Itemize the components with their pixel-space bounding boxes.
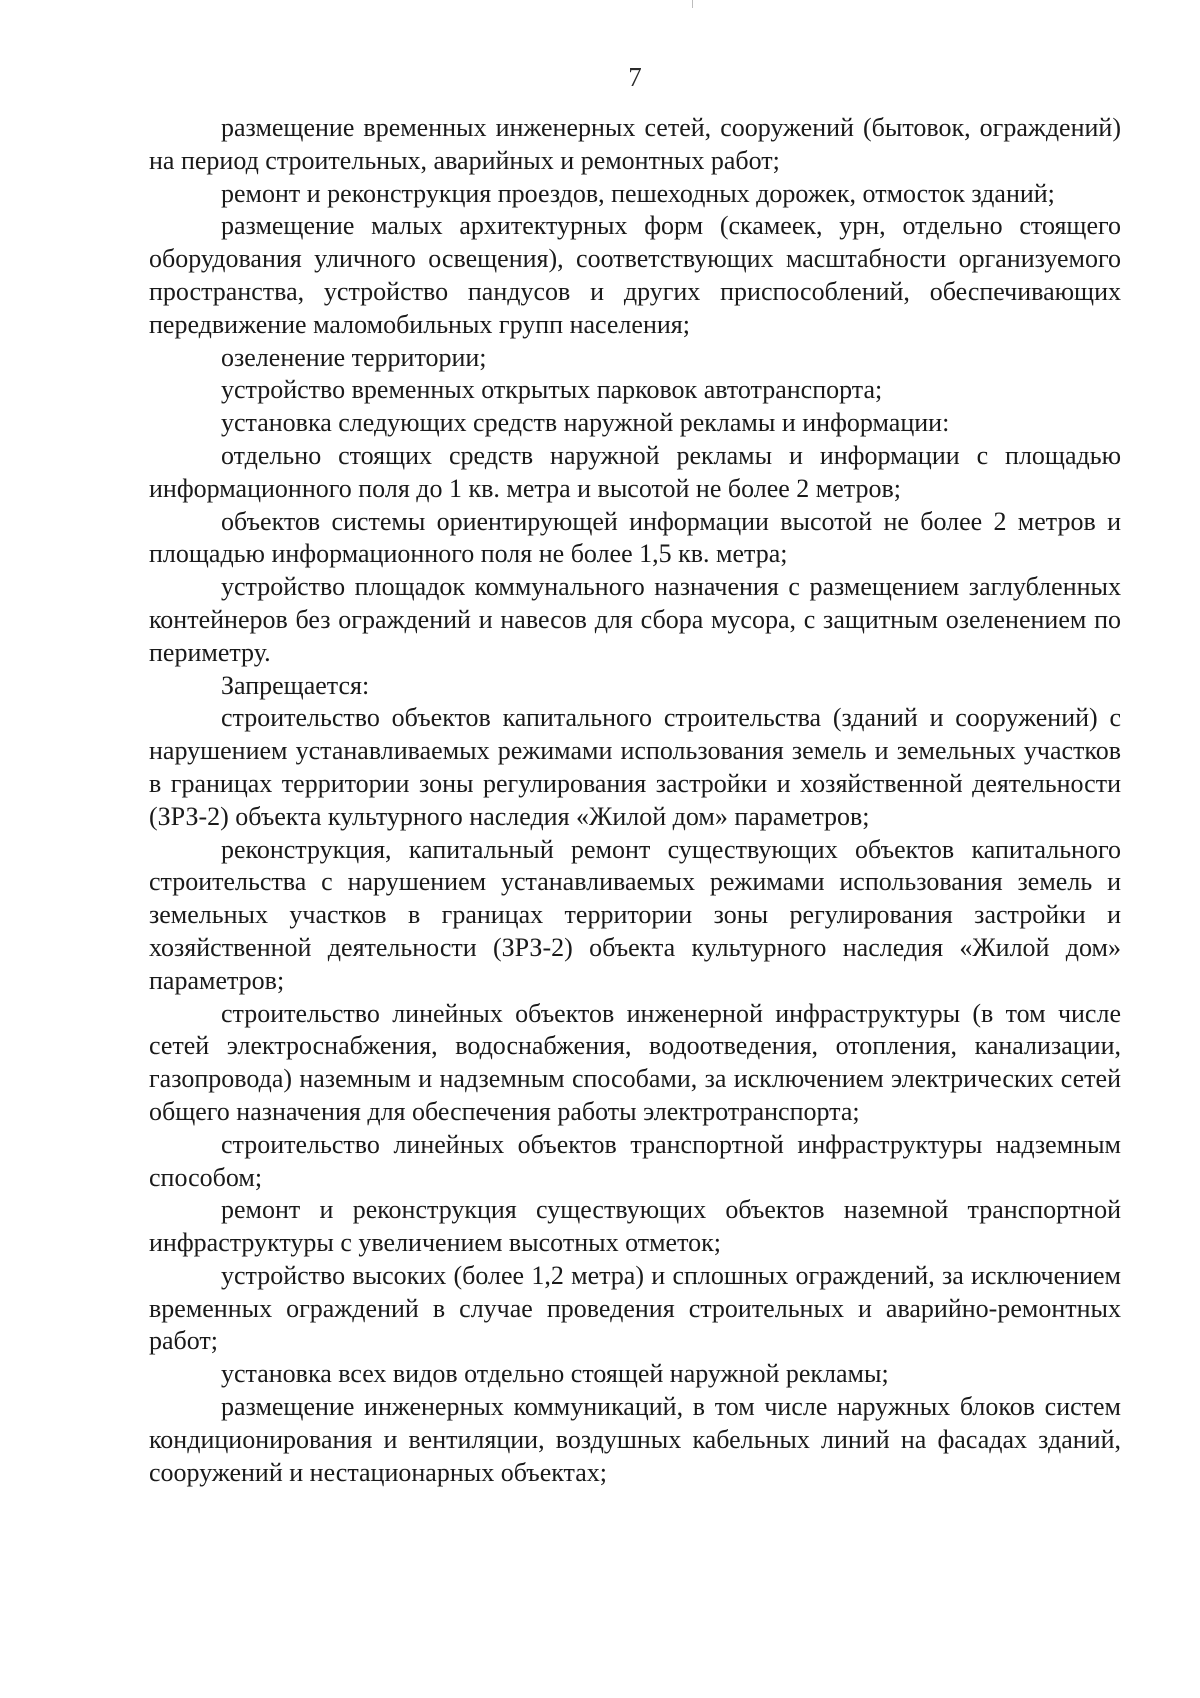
prohibited-heading: Запрещается:	[221, 670, 370, 700]
paragraph: озеленение территории;	[221, 342, 487, 372]
paragraph: устройство временных открытых парковок автотранспорта;	[221, 375, 883, 405]
paragraph: отдельно стоящих средств наружной рекламы и информации с площадью информационного поля до 1 кв. метра и высотой не более 2 метров;	[149, 440, 1121, 503]
document-body	[149, 112, 1121, 1489]
page-number: 7	[628, 62, 642, 92]
paragraph: размещение временных инженерных сетей, сооружений (бытовок, ограждений) на период строительных, аварийных и ремонтных работ;	[149, 113, 1121, 175]
paragraph: реконструкция, капитальный ремонт существующих объектов капитального строительства с нарушением устанавливаемых режимами использования земель и земельных участков в границах территории зоны регулирования застройки и хозяйственной деятельности (ЗРЗ-2) объекта культурного наследия «Жилой дом» параметров;	[149, 834, 1121, 995]
scan-artifact-mark	[692, 0, 693, 8]
paragraph: установка следующих средств наружной рекламы и информации:	[221, 408, 950, 438]
paragraph: строительство линейных объектов транспортной инфраструктуры надземным способом;	[149, 1129, 1121, 1192]
paragraph: размещение малых архитектурных форм (скамеек, урн, отдельно стоящего оборудования уличного освещения), соответствующих масштабности организуемого пространства, устройство пандусов и других приспособлений, обеспечивающих передвижение маломобильных групп населения;	[149, 211, 1121, 339]
paragraph: устройство площадок коммунального назначения с размещением заглубленных контейнеров без ограждений и навесов для сбора мусора, с защитным озеленением по периметру.	[149, 572, 1121, 667]
paragraph: строительство объектов капитального строительства (зданий и сооружений) с нарушением устанавливаемых режимами использования земель и земельных участков в границах территории зоны регулирования застройки и хозяйственной деятельности (ЗРЗ-2) объекта культурного наследия «Жилой дом» параметров;	[149, 703, 1121, 831]
paragraph: объектов системы ориентирующей информации высотой не более 2 метров и площадью информационного поля не более 1,5 кв. метра;	[149, 506, 1121, 569]
paragraph: устройство высоких (более 1,2 метра) и сплошных ограждений, за исключением временных ограждений в случае проведения строительных и аварийно-ремонтных работ;	[149, 1260, 1121, 1356]
paragraph: ремонт и реконструкция существующих объектов наземной транспортной инфраструктуры с увеличением высотных отметок;	[149, 1195, 1121, 1258]
paragraph: строительство линейных объектов инженерной инфраструктуры (в том числе сетей электроснабжения, водоснабжения, водоотведения, отопления, канализации, газопровода) наземным и надземным способами, за исключением электрических сетей общего назначения для обеспечения работы электротранспорта;	[149, 998, 1121, 1126]
paragraph: установка всех видов отдельно стоящей наружной рекламы;	[221, 1359, 889, 1389]
paragraph: размещение инженерных коммуникаций, в том числе наружных блоков систем кондиционирования и вентиляции, воздушных кабельных линий на фасадах зданий, сооружений и нестационарных объектах;	[149, 1392, 1121, 1487]
paragraph: ремонт и реконструкция проездов, пешеходных дорожек, отмосток зданий;	[221, 178, 1055, 208]
